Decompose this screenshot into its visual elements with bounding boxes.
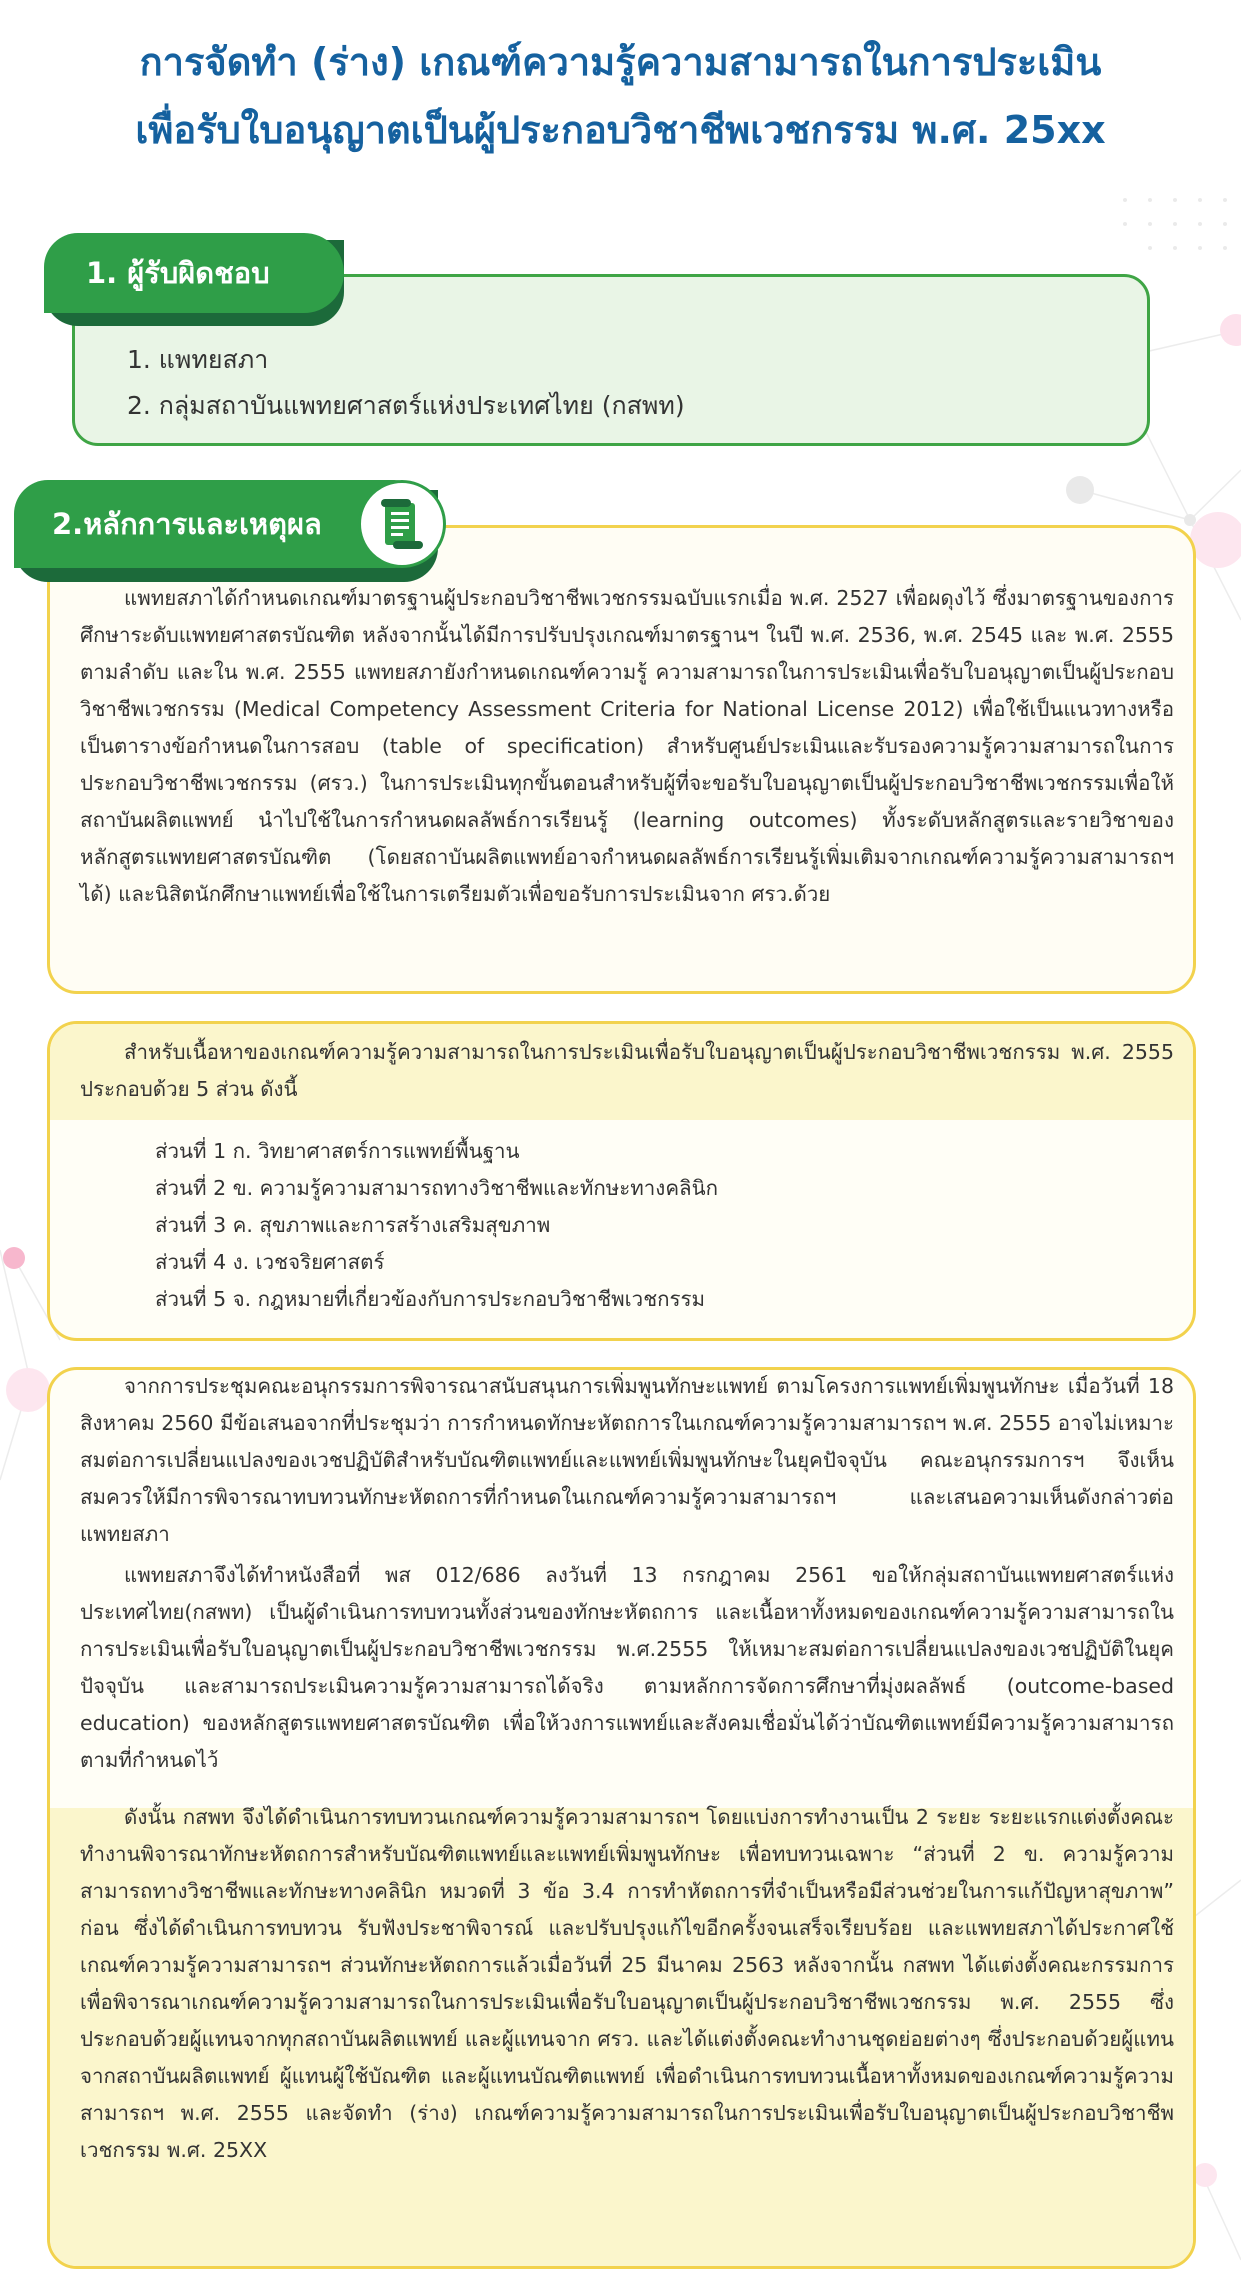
list-item: ส่วนที่ 3 ค. สุขภาพและการสร้างเสริมสุขภาพ: [155, 1213, 551, 1237]
rationale-paragraph: แพทยสภาได้กำหนดเกณฑ์มาตรฐานผู้ประกอบวิชาชีพเวชกรรมฉบับแรกเมื่อ พ.ศ. 2527 เพื่อผดุงไว้ ซึ่งมาตรฐานของการศึกษาระดับแพทยศาสตรบัณฑิต หลังจากนั้นได้มีการปรับปรุงเกณฑ์มาตรฐานฯ ในปี พ.ศ. 2536, พ.ศ. 2545 และ พ.ศ. 2555 ตามลำดับ และใน พ.ศ. 2555 แพทยสภายังกำหนดเกณฑ์ความรู้ ความสามารถในการประเมินเพื่อรับใบอนุญาตเป็นผู้ประกอบวิชาชีพเวชกรรม (Medical Competency Assessment Criteria for National License 2012) เพื่อใช้เป็นแนวทางหรือเป็นตารางข้อกำหนดในการสอบ (table of specification) สำหรับศูนย์ประเมินและรับรองความรู้ความสามารถในการประกอบวิชาชีพเวชกรรม (ศรว.) ในการประเมินทุกขั้นตอนสำหรับผู้ที่จะขอรับใบอนุญาตเป็นผู้ประกอบวิชาชีพเวชกรรมเพื่อให้สถาบันผลิตแพทย์ นำไปใช้ในการกำหนดผลลัพธ์การเรียนรู้ (learning outcomes) ทั้งระดับหลักสูตรและรายวิชาของหลักสูตรแพทยศาสตรบัณฑิต (โดยสถาบันผลิตแพทย์อาจกำหนดผลลัพธ์การเรียนรู้เพิ่มเติมจากเกณฑ์ความรู้ความสามารถฯ ได้) และนิสิตนักศึกษาแพทย์เพื่อใช้ในการเตรียมตัวเพื่อขอรับการประเมินจาก ศรว.ด้วย: [80, 586, 1174, 906]
title-line-2: เพื่อรับใบอนุญาตเป็นผู้ประกอบวิชาชีพเวชกรรม พ.ศ. 25xx: [135, 108, 1106, 152]
background-text: [80, 1368, 1174, 2169]
list-item: ส่วนที่ 4 ง. เวชจริยศาสตร์: [155, 1250, 385, 1274]
list-item: 2. กลุ่มสถาบันแพทยศาสตร์แห่งประเทศไทย (กสพท): [127, 391, 685, 420]
list-item: ส่วนที่ 5 จ. กฎหมายที่เกี่ยวข้องกับการประกอบวิชาชีพเวชกรรม: [155, 1287, 706, 1311]
background-paragraph-2: แพทยสภาจึงได้ทำหนังสือที่ พส 012/686 ลงวันที่ 13 กรกฎาคม 2561 ขอให้กลุ่มสถาบันแพทยศาสตร์แห่งประเทศไทย(กสพท) เป็นผู้ดำเนินการทบทวนทั้งส่วนของทักษะหัตถการ และเนื้อหาทั้งหมดของเกณฑ์ความรู้ความสามารถในการประเมินเพื่อรับใบอนุญาตเป็นผู้ประกอบวิชาชีพเวชกรรม พ.ศ.2555 ให้เหมาะสมต่อการเปลี่ยนแปลงของเวชปฏิบัติในยุคปัจจุบัน และสามารถประเมินความรู้ความสามารถได้จริง ตามหลักการจัดการศึกษาที่มุ่งผลลัพธ์ (outcome-based education) ของหลักสูตรแพทยศาสตรบัณฑิต เพื่อให้วงการแพทย์และสังคมเชื่อมั่นได้ว่าบัณฑิตแพทย์มีความรู้ความสามารถตามที่กำหนดไว้: [80, 1563, 1174, 1772]
criteria-intro: [80, 1034, 1174, 1108]
page-title: [0, 28, 1241, 164]
list-item: ส่วนที่ 1 ก. วิทยาศาสตร์การแพทย์พื้นฐาน: [155, 1139, 520, 1163]
section-tab-rationale: 2.หลักการและเหตุผล: [14, 480, 438, 568]
background-paragraph-1: จากการประชุมคณะอนุกรรมการพิจารณาสนับสนุนการเพิ่มพูนทักษะแพทย์ ตามโครงการแพทย์เพิ่มพูนทักษะ เมื่อวันที่ 18 สิงหาคม 2560 มีข้อเสนอจากที่ประชุมว่า การกำหนดทักษะหัตถการในเกณฑ์ความรู้ความสามารถฯ พ.ศ. 2555 อาจไม่เหมาะสมต่อการเปลี่ยนแปลงของเวชปฏิบัติสำหรับบัณฑิตแพทย์และแพทย์เพิ่มพูนทักษะในยุคปัจจุบัน คณะอนุกรรมการฯ จึงเห็นสมควรให้มีการพิจารณาทบทวนทักษะหัตถการที่กำหนดในเกณฑ์ความรู้ความสามารถฯ และเสนอความเห็นดังกล่าวต่อแพทยสภา: [80, 1374, 1174, 1546]
section-tab-responsible: 1. ผู้รับผิดชอบ: [44, 233, 344, 313]
rationale-text: [80, 580, 1174, 913]
responsible-list: [127, 337, 685, 429]
document-icon: [358, 480, 446, 568]
list-item: ส่วนที่ 2 ข. ความรู้ความสามารถทางวิชาชีพและทักษะทางคลินิก: [155, 1176, 719, 1200]
title-line-1: การจัดทำ (ร่าง) เกณฑ์ความรู้ความสามารถในการประเมิน: [139, 40, 1102, 84]
list-item: 1. แพทยสภา: [127, 345, 269, 374]
background-paragraph-3: ดังนั้น กสพท จึงได้ดำเนินการทบทวนเกณฑ์ความรู้ความสามารถฯ โดยแบ่งการทำงานเป็น 2 ระยะ ระยะแรกแต่งตั้งคณะทำงานพิจารณาทักษะหัตถการสำหรับบัณฑิตแพทย์และแพทย์เพิ่มพูนทักษะ เพื่อทบทวนเฉพาะ “ส่วนที่ 2 ข. ความรู้ความสามารถทางวิชาชีพและทักษะทางคลินิก หมวดที่ 3 ข้อ 3.4 การทำหัตถการที่จำเป็นหรือมีส่วนช่วยในการแก้ปัญหาสุขภาพ” ก่อน ซึ่งได้ดำเนินการทบทวน รับฟังประชาพิจารณ์ และปรับปรุงแก้ไขอีกครั้งจนเสร็จเรียบร้อย และแพทยสภาได้ประกาศใช้เกณฑ์ความรู้ความสามารถฯ ส่วนทักษะหัตถการแล้วเมื่อวันที่ 25 มีนาคม 2563 หลังจากนั้น กสพท ได้แต่งตั้งคณะกรรมการเพื่อพิจารณาเกณฑ์ความรู้ความสามารถในการประเมินเพื่อรับใบอนุญาตเป็นผู้ประกอบวิชาชีพเวชกรรม พ.ศ. 2555 ซึ่งประกอบด้วยผู้แทนจากทุกสถาบันผลิตแพทย์ และผู้แทนจาก ศรว. และได้แต่งตั้งคณะทำงานชุดย่อยต่างๆ ซึ่งประกอบด้วยผู้แทนจากสถาบันผลิตแพทย์ ผู้แทนผู้ใช้บัณฑิต และผู้แทนบัณฑิตแพทย์ เพื่อดำเนินการทบทวนเนื้อหาทั้งหมดของเกณฑ์ความรู้ความสามารถฯ พ.ศ. 2555 และจัดทำ (ร่าง) เกณฑ์ความรู้ความสามารถในการประเมินเพื่อรับใบอนุญาตเป็นผู้ประกอบวิชาชีพเวชกรรม พ.ศ. 25XX: [80, 1805, 1174, 2162]
criteria-parts-list: [155, 1133, 718, 1318]
criteria-intro-paragraph: สำหรับเนื้อหาของเกณฑ์ความรู้ความสามารถในการประเมินเพื่อรับใบอนุญาตเป็นผู้ประกอบวิชาชีพเวชกรรม พ.ศ. 2555 ประกอบด้วย 5 ส่วน ดังนี้: [80, 1040, 1174, 1101]
